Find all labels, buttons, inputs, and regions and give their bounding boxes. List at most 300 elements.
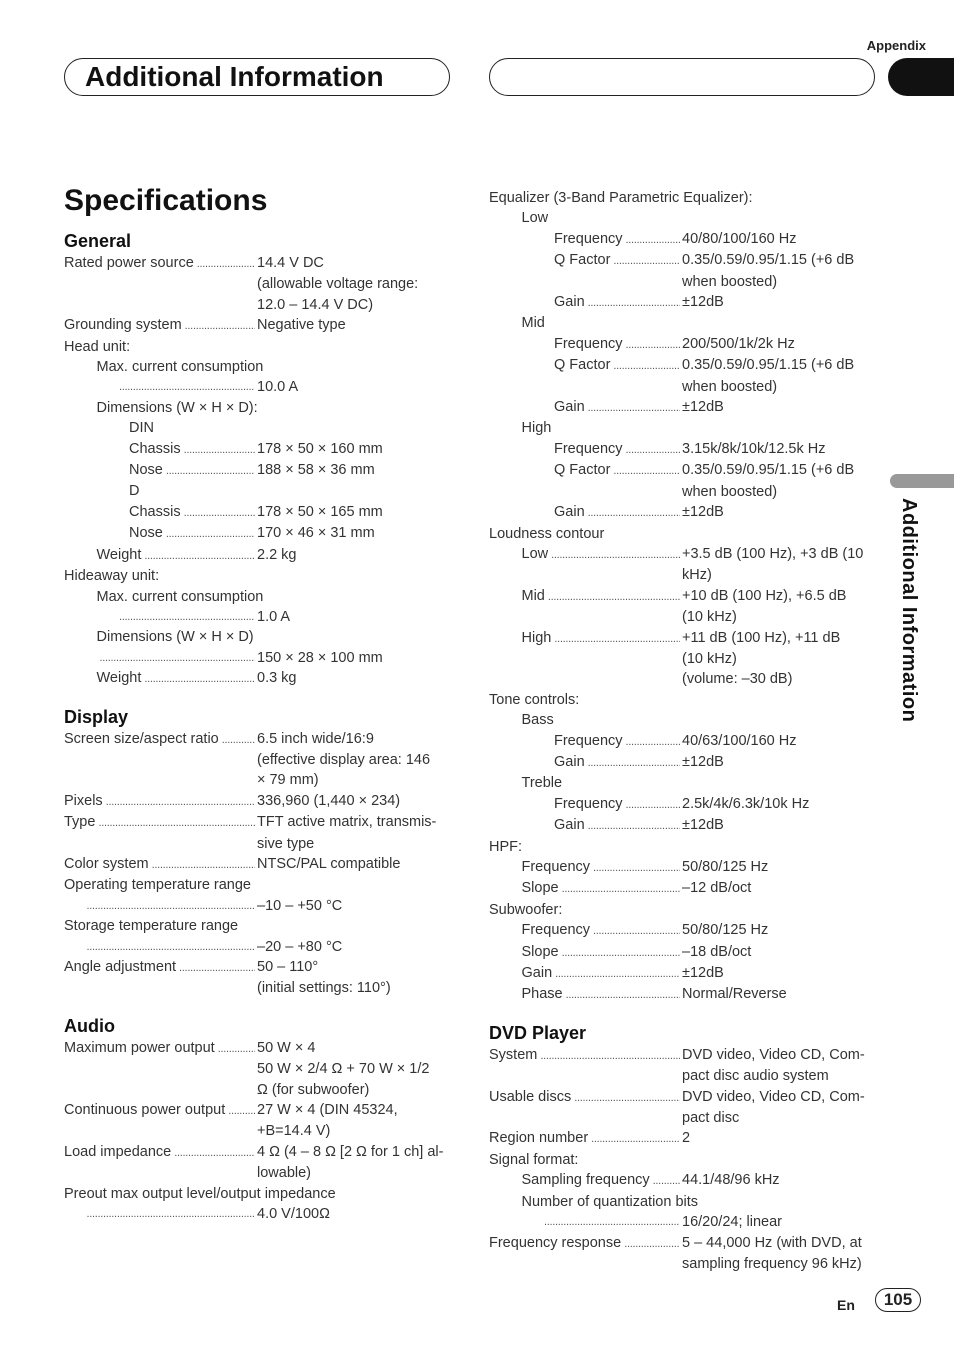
spec-label: Rated power source [64,255,194,271]
spec-label: DIN [129,420,154,437]
spec-value: (effective display area: 146 [257,751,431,768]
spec-row [489,1170,881,1191]
spec-value: (initial settings: 110°) [257,980,391,997]
spec-label: Gain [521,965,553,982]
spec-row [64,523,454,544]
spec-label-group [489,355,682,376]
leader-dots [87,896,256,916]
spec-row [489,794,881,815]
spec-row [489,942,881,963]
spec-row [489,773,881,793]
section-heading: DVD Player [489,1022,587,1043]
spec-value: 2.2 kg [257,546,297,563]
leader-dots [562,943,680,963]
spec-row [489,1128,881,1149]
leader-dots [588,398,680,418]
spec-value: sampling frequency 96 kHz) [682,1255,862,1272]
spec-row [64,274,454,294]
spec-value: –12 dB/oct [682,880,752,897]
spec-value: pact disc audio system [682,1068,829,1085]
spec-label-group [489,1087,682,1108]
spec-label-group [64,607,257,627]
spec-label-group [64,648,257,668]
spec-row [64,607,454,627]
spec-value: 178 × 50 × 165 mm [257,503,383,520]
spec-label: Pixels [64,792,103,809]
spec-row [489,1192,881,1212]
spec-value: pact disc [682,1110,740,1127]
spec-label-group [489,377,682,397]
spec-value: 200/500/1k/2k Hz [682,335,795,352]
spec-label: Frequency [554,732,623,749]
spec-label-group [489,628,682,649]
spec-value: ±12dB [682,965,724,982]
spec-label-group [489,334,682,355]
spec-label-group [64,1204,257,1224]
spec-label: Equalizer (3-Band Parametric Equalizer): [489,190,753,206]
spec-row [64,1204,454,1224]
spec-label-group [489,815,682,836]
spec-value: ±12dB [682,817,724,834]
spec-label: Frequency [554,335,623,352]
spec-label: Angle adjustment [64,959,177,975]
spec-column-left [64,230,454,1224]
spec-row [64,315,454,336]
spec-value: (allowable voltage range: [257,276,419,293]
spec-label: Maximum power output [64,1039,215,1056]
spec-row [64,729,454,750]
spec-label-group [489,857,682,878]
spec-row [489,984,881,1005]
spec-label: Grounding system [64,317,182,334]
spec-row [489,292,881,313]
spec-label: Low [521,210,549,227]
spec-row [64,834,454,854]
spec-label-group [64,854,257,875]
spec-value: sive type [257,835,315,852]
leader-dots [588,816,680,836]
spec-value: 150 × 28 × 100 mm [257,649,383,666]
spec-value: 10.0 A [257,379,299,396]
spec-row [64,916,454,936]
spec-label: Bass [521,712,554,729]
spec-label: Sampling frequency [521,1172,650,1189]
leader-dots [554,629,680,649]
spec-label-group [489,544,682,565]
leader-dots [98,813,255,833]
spec-value: +B=14.4 V) [257,1123,331,1140]
spec-label: Gain [554,504,585,521]
spec-row [64,1038,454,1059]
spec-row [64,978,454,998]
spec-label: HPF: [489,838,523,855]
leader-dots [588,753,680,773]
leader-dots [588,503,680,523]
appendix-tab [888,58,954,96]
spec-row [489,544,881,565]
spec-label-group [489,1233,682,1254]
spec-row [64,791,454,812]
spec-value: (10 kHz) [682,650,737,667]
leader-dots [222,730,255,750]
spec-label-group [64,770,257,790]
spec-row [64,896,454,916]
spec-row [489,439,881,460]
spec-value: (10 kHz) [682,609,737,626]
spec-value: 14.4 V DC [257,255,324,271]
spec-row [64,418,454,438]
spec-row [489,920,881,941]
leader-dots [626,230,680,250]
spec-value: 40/80/100/160 Hz [682,230,797,247]
spec-label-group [489,272,682,292]
leader-dots [119,377,255,397]
spec-value: +10 dB (100 Hz), +6.5 dB [682,587,847,604]
spec-row [64,1163,454,1183]
spec-row [489,900,881,920]
leader-dots [87,937,256,957]
spec-row [489,963,881,984]
spec-value: TFT active matrix, transmis- [257,814,437,831]
spec-label: Number of quantization bits [521,1193,699,1210]
spec-row [64,357,454,377]
spec-label: High [521,629,552,646]
spec-row [489,418,881,438]
spec-label-group [489,878,682,899]
spec-label-group [489,1212,682,1232]
spec-row [489,482,881,502]
spec-row [489,731,881,752]
spec-label: Frequency [554,440,623,457]
spec-row [489,649,881,669]
spec-label: Tone controls: [489,691,580,708]
spec-row [64,253,454,274]
spec-row [64,337,454,357]
leader-dots [626,440,680,460]
spec-label-group [64,978,257,998]
spec-value: 336,960 (1,440 × 234) [257,792,401,809]
spec-label-group [489,229,682,250]
spec-value: 0.35/0.59/0.95/1.15 (+6 dB [682,462,855,479]
leader-dots [613,251,680,271]
leader-dots [624,1234,680,1254]
spec-label-group [489,1066,682,1086]
spec-label: Mid [521,315,545,332]
spec-row [64,854,454,875]
spec-label-group [64,295,257,315]
spec-value: 5 – 44,000 Hz (with DVD, at [682,1234,862,1251]
spec-label: Continuous power output [64,1102,226,1119]
spec-row [64,295,454,315]
spec-value: ±12dB [682,504,724,521]
spec-value: 40/63/100/160 Hz [682,732,797,749]
spec-label-group [489,942,682,963]
leader-dots [185,316,255,336]
spec-row [64,587,454,607]
leader-dots [197,254,255,274]
spec-label-group [64,315,257,336]
spec-row [489,355,881,376]
spec-row [489,377,881,397]
spec-label-group [64,750,257,770]
spec-row [64,1080,454,1100]
leader-dots [184,503,255,523]
leader-dots [144,546,255,566]
spec-label-group [489,1254,682,1274]
spec-value: 50 – 110° [257,959,319,975]
leader-dots [562,879,680,899]
spec-label: Frequency [554,230,623,247]
spec-label-group [489,460,682,481]
page-title: Specifications [64,184,268,217]
spec-label: System [489,1046,538,1063]
leader-dots [626,335,680,355]
spec-value: kHz) [682,567,712,584]
leader-dots [613,356,680,376]
spec-label: Gain [554,817,585,834]
spec-row [489,669,881,689]
spec-label-group [64,523,257,544]
leader-dots [653,1171,680,1191]
spec-value: DVD video, Video CD, Com- [682,1046,865,1063]
spec-label: Weight [96,546,142,563]
spec-value: 2.5k/4k/6.3k/10k Hz [682,795,810,812]
spec-row [64,377,454,397]
leader-dots [593,858,680,878]
spec-row [489,710,881,730]
spec-label: Nose [129,462,163,479]
spec-value: +3.5 dB (100 Hz), +3 dB (10 [682,545,864,562]
spec-row [489,397,881,418]
side-tab-label: Additional Information [898,498,920,723]
spec-label: Nose [129,525,163,542]
spec-label: Preout max output level/output impedance [64,1185,336,1202]
spec-label: Q Factor [554,357,611,374]
spec-label: Phase [521,986,563,1003]
leader-dots [218,1039,255,1059]
leader-dots [228,1101,255,1121]
spec-label-group [64,377,257,397]
spec-label-group [489,607,682,627]
spec-row [489,208,881,228]
spec-row [64,1184,454,1204]
leader-dots [574,1088,680,1108]
spec-value: 2 [682,1130,691,1147]
spec-row [489,690,881,710]
section-heading: General [64,231,132,251]
spec-label: Max. current consumption [96,588,264,605]
spec-label: Frequency response [489,1234,622,1251]
spec-row [64,668,454,689]
spec-row [64,439,454,460]
leader-dots [555,964,680,984]
spec-label-group [64,1059,257,1079]
spec-value: +11 dB (100 Hz), +11 dB [682,629,841,646]
section-subtitle-pill [489,58,875,96]
leader-dots [100,648,256,668]
spec-value: 4 Ω (4 – 8 Ω [2 Ω for 1 ch] al- [257,1143,444,1160]
spec-label: Q Factor [554,462,611,479]
spec-label-group [64,502,257,523]
spec-value: 50/80/125 Hz [682,859,769,875]
spec-value: 0.35/0.59/0.95/1.15 (+6 dB [682,357,855,374]
spec-label: High [521,420,552,437]
spec-label: Dimensions (W × H × D): [96,399,258,416]
spec-label-group [489,1045,682,1066]
spec-label-group [489,984,682,1005]
spec-value: 170 × 46 × 31 mm [257,525,375,542]
spec-label-group [64,937,257,957]
spec-row [489,628,881,649]
spec-label: Mid [521,587,545,604]
spec-value: ±12dB [682,753,724,770]
spec-label-group [64,439,257,460]
spec-row [64,460,454,481]
spec-label-group [489,586,682,607]
spec-label: Load impedance [64,1143,172,1160]
spec-value: DVD video, Video CD, Com- [682,1088,865,1105]
spec-label-group [489,292,682,313]
leader-dots [544,1212,680,1232]
spec-label: Gain [554,753,585,770]
spec-label-group [64,1080,257,1100]
spec-row [489,1254,881,1274]
spec-label: Frequency [554,795,623,812]
spec-row [64,648,454,668]
side-tab-marker [890,474,954,488]
spec-value: when boosted) [682,378,778,395]
spec-label-group [64,1038,257,1059]
spec-label-group [64,1100,257,1121]
spec-row [489,502,881,523]
spec-value: 12.0 – 14.4 V DC) [257,296,374,313]
spec-row [64,937,454,957]
spec-label-group [64,957,257,978]
spec-label: Subwoofer: [489,901,563,918]
spec-label-group [489,963,682,984]
spec-row [489,752,881,773]
spec-label-group [64,834,257,854]
leader-dots [540,1046,680,1066]
spec-label: Dimensions (W × H × D) [96,629,254,646]
leader-dots [551,545,680,565]
spec-row [64,566,454,586]
spec-row [489,837,881,857]
spec-row [64,481,454,501]
spec-label: Slope [521,943,559,960]
spec-row [489,229,881,250]
spec-row [64,1100,454,1121]
spec-label: Hideaway unit: [64,568,160,585]
spec-value: 3.15k/8k/10k/12.5k Hz [682,440,826,457]
spec-label: Frequency [521,922,591,939]
spec-label: Storage temperature range [64,918,239,935]
leader-dots [152,855,255,875]
spec-value: ±12dB [682,294,724,311]
spec-label: Type [64,814,96,831]
spec-label-group [64,668,257,689]
spec-value: 50/80/125 Hz [682,922,769,939]
spec-label: Screen size/aspect ratio [64,730,219,747]
spec-row [64,627,454,647]
spec-value: 0.3 kg [257,670,297,687]
spec-label-group [489,752,682,773]
spec-label-group [489,1170,682,1191]
spec-value: when boosted) [682,483,778,500]
leader-dots [166,524,255,544]
spec-row [64,502,454,523]
leader-dots [179,958,255,978]
spec-label: D [129,483,140,500]
spec-label-group [489,731,682,752]
spec-label-group [64,253,257,274]
spec-label-group [64,1142,257,1163]
leader-dots [144,669,255,689]
leader-dots [588,293,680,313]
spec-label: Loudness contour [489,525,605,542]
spec-row [489,1045,881,1066]
spec-row [489,1066,881,1086]
spec-label: Head unit: [64,338,131,355]
spec-value: 1.0 A [257,608,291,625]
spec-row [489,815,881,836]
spec-row [489,1212,881,1232]
spec-row [489,878,881,899]
spec-label-group [489,397,682,418]
spec-label-group [64,460,257,481]
spec-label: Region number [489,1130,589,1147]
spec-label-group [64,896,257,916]
leader-dots [166,461,255,481]
section-heading: Display [64,706,129,727]
spec-value: 27 W × 4 (DIN 45324, [257,1102,398,1119]
spec-value: 0.35/0.59/0.95/1.15 (+6 dB [682,252,855,269]
spec-label: Chassis [129,440,181,457]
spec-value: 50 W × 4 [257,1039,316,1056]
leader-dots [548,587,680,607]
spec-row [489,857,881,878]
page-number: 105 [875,1288,921,1312]
spec-row [489,1108,881,1128]
spec-row [64,770,454,790]
spec-row [489,586,881,607]
spec-value: 6.5 inch wide/16:9 [257,730,374,747]
section-title-pill [64,58,450,96]
spec-value: –10 – +50 °C [257,897,343,914]
spec-value: × 79 mm) [257,772,319,789]
leader-dots [626,795,680,815]
spec-value: NTSC/PAL compatible [257,855,401,872]
spec-label-group [489,565,682,585]
spec-label-group [489,250,682,271]
spec-label-group [64,274,257,294]
spec-value: 16/20/24; linear [682,1214,782,1231]
spec-label: Max. current consumption [96,359,264,376]
spec-label: Treble [521,775,563,792]
spec-label-group [64,729,257,750]
spec-row [489,565,881,585]
spec-row [489,524,881,544]
spec-label: Signal format: [489,1151,579,1168]
spec-label-group [489,669,682,689]
spec-row [64,875,454,895]
spec-label-group [64,545,257,566]
spec-row [64,545,454,566]
leader-dots [593,921,680,941]
spec-label: Usable discs [489,1088,572,1105]
spec-value: Normal/Reverse [682,986,787,1003]
spec-label-group [489,482,682,502]
